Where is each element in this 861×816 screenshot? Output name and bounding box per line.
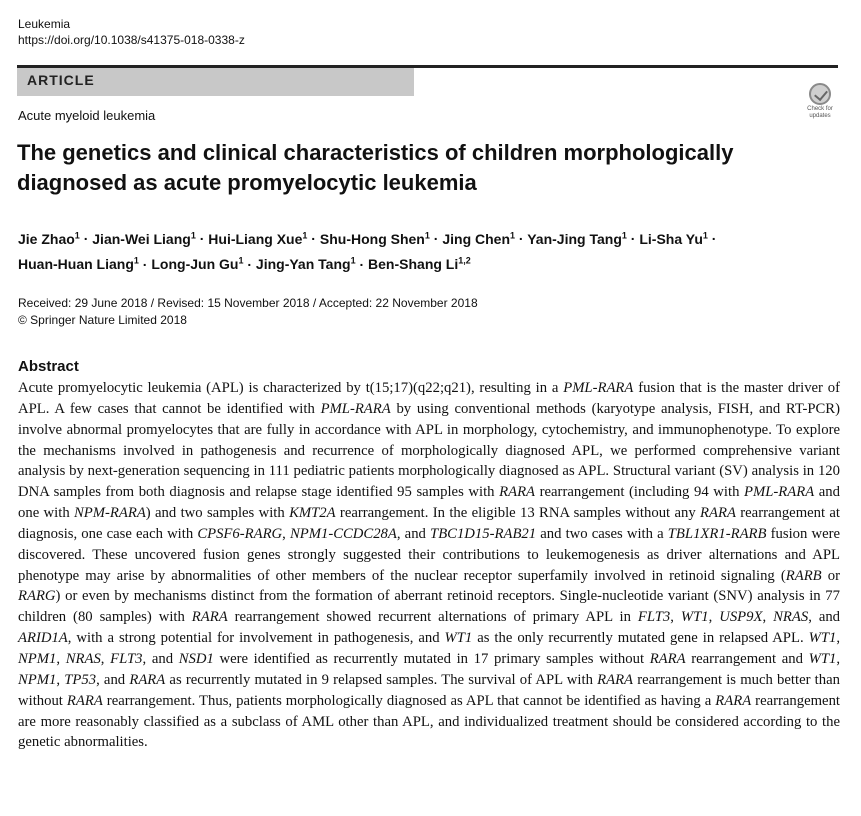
- author-name[interactable]: Li-Sha Yu$^1$: [639, 230, 708, 247]
- gene-name: WT1: [808, 650, 837, 667]
- gene-name: RARA: [499, 484, 536, 501]
- author-separator: ·: [195, 230, 209, 247]
- check-for-updates-button[interactable]: [800, 83, 840, 121]
- gene-name: PML-RARA: [320, 400, 391, 417]
- gene-name: TP53: [64, 671, 97, 688]
- author-name[interactable]: Long-Jun Gu$^1$: [151, 255, 244, 273]
- doi-link[interactable]: https://doi.org/10.1038/s41375-018-0338-z: [18, 33, 245, 47]
- gene-name: TBC1D15-RAB21: [430, 525, 537, 542]
- author-separator: ·: [307, 230, 320, 247]
- gene-name: RARA: [649, 650, 686, 667]
- gene-name: RARA: [597, 671, 634, 688]
- affiliation-marker: 1: [424, 230, 430, 240]
- abstract-body: Acute promyelocytic leukemia (APL) is characterized by t(15;17)(q22;q21), resulting in a PML-RARA fusion that is the master driver of APL. A few cases that cannot be identified with PML-RARA by using conventional methods (karyotype analysis, FISH, and RT-PCR) involve abnormal promyelocytes that are fully in accordance with APL in morphology, cytochemistry, and immunophenotype. To explore the mechanisms involved in pathogenesis and recurrence of morphologically diagnosed APL, we performed comprehensive variant analysis by next-generation sequencing in 111 pediatric patients morphologically diagnosed as APL. Structural variant (SV) analysis in 120 DNA samples from both diagnosis and relapse stage identified 95 samples with RARA rearrangement (including 94 with PML-RARA and one with NPM-RARA) and two samples with KMT2A rearrangement. In the eligible 13 RNA samples without any RARA rearrangement at diagnosis, one case each with CPSF6-RARG, NPM1-CCDC28A, and TBC1D15-RAB21 and two cases with a TBL1XR1-RARB fusion were discovered. These uncovered fusion genes strongly suggested their contributions to leukemogenesis as driver alternations and APL phenotype may arise by abnormalities of other members of the nuclear receptor superfamily involved in retinoid signaling (RARB or RARG) or even by mechanisms distinct from the formation of aberrant retinoid receptors. Single-nucleotide variant (SNV) analysis in 77 children (80 samples) with RARA rearrangement showed recurrent alternations of primary APL in FLT3, WT1, USP9X, NRAS, and ARID1A, with a strong potential for involvement in pathogenesis, and WT1 as the only recurrently mutated gene in relapsed APL. WT1, NPM1, NRAS, FLT3, and NSD1 were identified as recurrently mutated in 17 primary samples without RARA rearrangement and WT1, NPM1, TP53, and RARA as recurrently mutated in 9 relapsed samples. The survival of APL with RARA rearrangement is much better than without RARA rearrangement. Thus, patients morphologically diagnosed as APL that cannot be identified as having a RARA rearrangement are more reasonably classified as a subclass of AML other than APL, and individualized treatment should be considered according to the genetic abnormalities.: [18, 380, 841, 751]
- gene-name: NPM1: [18, 650, 57, 667]
- gene-name: NSD1: [178, 650, 214, 667]
- affiliation-marker: 1: [133, 255, 139, 266]
- journal-header: [18, 16, 245, 48]
- affiliation-marker: 1,2: [458, 255, 471, 266]
- abstract-heading: Abstract: [18, 358, 79, 375]
- author-separator: ·: [429, 230, 443, 247]
- subject-category: Acute myeloid leukemia: [18, 108, 156, 123]
- gene-name: RARB: [785, 567, 822, 584]
- affiliation-marker: 1: [74, 230, 80, 240]
- author-separator: ·: [138, 256, 152, 273]
- affiliation-marker: 1: [702, 230, 708, 240]
- gene-name: PML-RARA: [744, 484, 815, 501]
- gene-name: WT1: [680, 609, 709, 626]
- gene-name: KMT2A: [289, 505, 336, 522]
- gene-name: WT1: [808, 630, 837, 647]
- gene-name: NPM1-CCDC28A: [289, 525, 397, 542]
- affiliation-marker: 1: [510, 230, 516, 240]
- gene-name: FLT3: [637, 609, 671, 626]
- affiliation-marker: 1: [350, 255, 356, 266]
- author-separator: ·: [355, 256, 369, 273]
- gene-name: RARA: [191, 609, 228, 626]
- gene-name: RARA: [129, 671, 166, 688]
- author-separator: ·: [79, 230, 93, 247]
- gene-name: NPM1: [18, 671, 57, 688]
- history-dates: Received: 29 June 2018 / Revised: 15 November 2018 / Accepted: 22 November 2018: [18, 296, 478, 310]
- article-type-bar: [17, 65, 414, 96]
- check-for-updates-icon: [809, 83, 831, 105]
- author-name[interactable]: Jie Zhao$^1$: [18, 230, 80, 247]
- gene-name: WT1: [444, 630, 473, 647]
- author-name[interactable]: Jing Chen$^1$: [442, 230, 516, 247]
- affiliation-marker: 1: [190, 230, 196, 240]
- article-title: The genetics and clinical characteristics of children morphologically diagnosed as acute promyelocytic leukemia: [17, 140, 734, 195]
- copyright-line: © Springer Nature Limited 2018: [18, 313, 187, 327]
- gene-name: NRAS: [65, 650, 101, 667]
- author-separator: ·: [707, 230, 717, 247]
- article-type-label: ARTICLE: [27, 72, 95, 88]
- gene-name: RARA: [700, 505, 736, 522]
- author-name[interactable]: Huan-Huan Liang$^1$: [18, 255, 139, 273]
- author-name[interactable]: Hui-Liang Xue$^1$: [208, 230, 308, 247]
- gene-name: PML-RARA: [563, 380, 634, 396]
- header-rule: [414, 65, 838, 68]
- author-separator: ·: [515, 230, 528, 247]
- journal-name: Leukemia: [18, 17, 71, 31]
- author-name[interactable]: Shu-Hong Shen$^1$: [319, 230, 430, 247]
- gene-name: FLT3: [110, 650, 143, 667]
- gene-name: TBL1XR1-RARB: [667, 525, 767, 542]
- gene-name: RARA: [66, 692, 103, 709]
- author-separator: ·: [243, 256, 256, 273]
- author-list: [18, 224, 838, 275]
- affiliation-marker: 1: [238, 255, 244, 266]
- author-name[interactable]: Ben-Shang Li$^{1,2}$: [368, 255, 471, 273]
- gene-name: CPSF6-RARG: [197, 525, 283, 542]
- author-name[interactable]: Jian-Wei Liang$^1$: [92, 230, 196, 247]
- author-name[interactable]: Yan-Jing Tang$^1$: [527, 230, 627, 247]
- gene-name: USP9X: [719, 609, 763, 626]
- gene-name: NPM-RARA: [74, 505, 146, 522]
- gene-name: RARA: [715, 692, 752, 709]
- gene-name: NRAS: [773, 609, 809, 626]
- author-name[interactable]: Jing-Yan Tang$^1$: [255, 255, 356, 273]
- check-for-updates-text: Check for updates: [807, 106, 833, 119]
- affiliation-marker: 1: [621, 230, 627, 240]
- gene-name: RARG: [18, 588, 56, 605]
- article-dates: [18, 295, 478, 329]
- affiliation-marker: 1: [302, 230, 308, 240]
- author-separator: ·: [626, 230, 640, 247]
- gene-name: ARID1A: [18, 630, 68, 647]
